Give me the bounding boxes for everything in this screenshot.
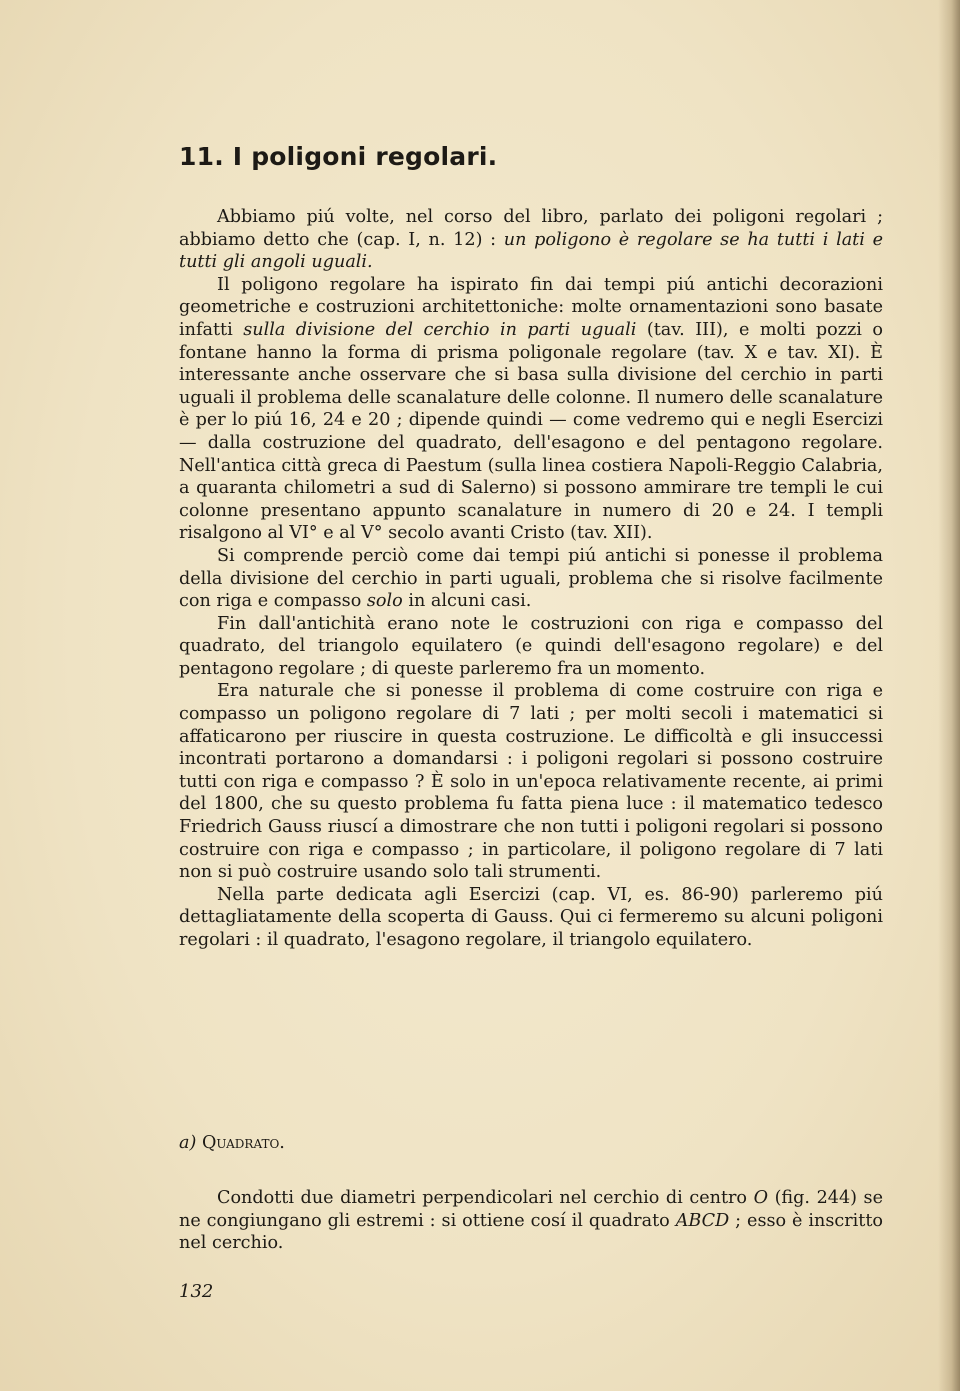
paragraph (179, 545, 883, 613)
text-run: (fig. 244) se ne congiungano gli estremi : si ottiene cosí il quadrato (179, 1188, 884, 1231)
text-run: in alcuni casi. (402, 591, 532, 612)
paragraph-final (179, 1187, 883, 1255)
text-run: Abbiamo piú volte, nel corso del libro, parlato dei poligoni regolari ; abbiamo detto che (cap. I, n. 12) : (179, 207, 883, 250)
subsection-letter: a) (179, 1133, 197, 1153)
text-run: Era naturale che si ponesse il problema di come costruire con riga e compasso un poligono regolare di 7 lati ; per molti secoli i matematici si affaticarono per riuscire in questa costruzione. Le difficoltà e gli insuccessi incontrati portarono a domandarsi : i poligoni regolari si possono costruire tutti con riga e compasso ? È solo in un'epoca relativamente recente, ai primi del 1800, che su questo problema fu fatta piena luce : il matematico tedesco Friedrich Gauss riuscí a dimostrare che non tutti i poligoni regolari si possono costruire con riga e compasso ; in particolare, il poligono regolare di 7 lati non si può costruire usando solo tali strumenti. (179, 681, 883, 883)
paragraph (179, 206, 883, 274)
page-edge-shadow (938, 0, 960, 1391)
italic-run: solo (366, 591, 403, 612)
text-run: Nella parte dedicata agli Esercizi (cap. VI, es. 86-90) parleremo piú dettagliatamente della scoperta di Gauss. Qui ci fermeremo su alcuni poligoni regolari : il quadrato, l'esagono regolare, il triangolo equilatero. (179, 884, 883, 950)
text-run: Condotti due diametri perpendicolari nel cerchio di centro (217, 1188, 754, 1208)
italic-run: ABCD (675, 1210, 730, 1231)
section-title: 11. I poligoni regolari. (179, 142, 498, 171)
text-run: Si comprende perciò come dai tempi piú antichi si ponesse il problema della divisione del cerchio in parti uguali, problema che si risolve facilmente con riga e compasso (179, 545, 883, 612)
paragraph (179, 884, 883, 952)
final-text (179, 1187, 883, 1255)
page-number: 132 (179, 1281, 214, 1302)
text-run: Il poligono regolare ha ispirato fin dai tempi piú antichi decorazioni geometriche e costruzioni architettoniche: molte ornamentazioni sono basate infatti (179, 274, 883, 340)
paragraph (179, 274, 883, 545)
text-run: Fin dall'antichità erano note le costruzioni con riga e compasso del quadrato, del triangolo equilatero (e quindi dell'esagono regolare) e del pentagono regolare ; di queste parleremo fra un momento. (179, 613, 883, 679)
subsection-title: Quadrato. (201, 1133, 285, 1153)
body-text (179, 206, 883, 952)
text-run: (tav. III), e molti pozzi o fontane hanno la forma di prisma poligonale regolare (tav. X e tav. XI). È interessante anche osservare che si basa sulla divisione del cerchio in parti uguali il problema delle scanalature delle colonne. Il numero delle scanalature è per lo piú 16, 24 e 20 ; dipende quindi — come vedremo qui e negli Esercizi — dalla costruzione del quadrato, dell'esagono e del pentagono regolare. Nell'antica città greca di Paestum (sulla linea costiera Napoli-Reggio Calabria, a quaranta chilometri a sud di Salerno) si possono ammirare tre templi le cui colonne presentano appunto scanalature in numero di 20 e 24. I templi risalgono al VI° e al V° secolo avanti Cristo (tav. XII). (179, 319, 883, 544)
subsection-heading (179, 1133, 285, 1153)
text-run: ; esso è inscritto nel cerchio. (179, 1210, 883, 1254)
paragraph (179, 613, 883, 681)
italic-run: sulla divisione del cerchio in parti uguali (243, 319, 637, 340)
italic-run: un poligono è regolare se ha tutti i lati e tutti gli angoli uguali. (179, 229, 883, 273)
paragraph (179, 680, 883, 883)
italic-run: O (753, 1188, 769, 1208)
